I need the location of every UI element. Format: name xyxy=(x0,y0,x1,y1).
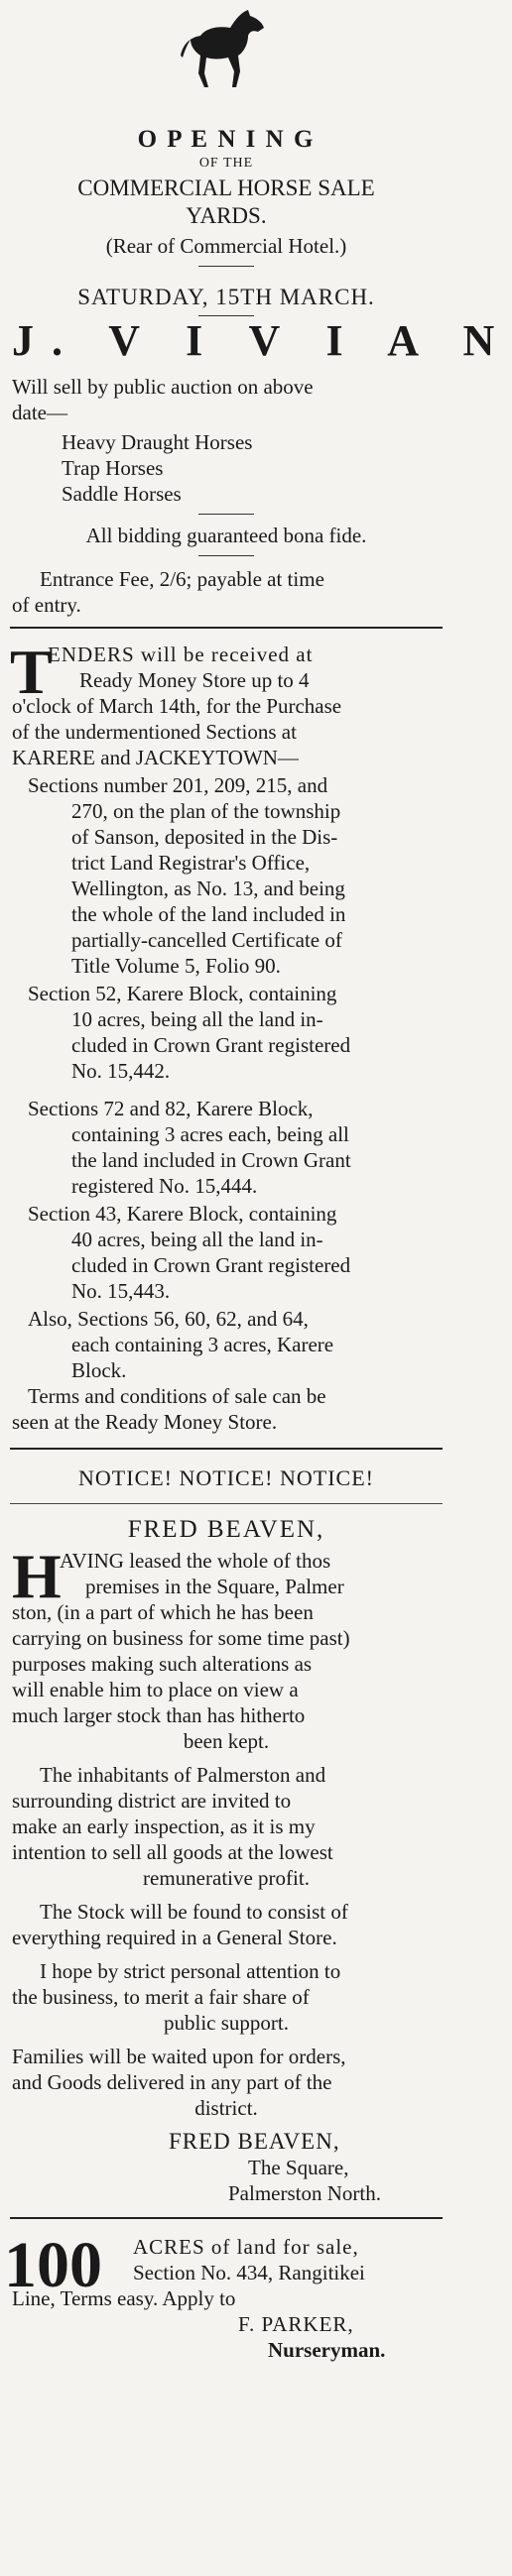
title-line-2: YARDS. xyxy=(186,203,267,228)
tender-line: Section 52, Karere Block, containing xyxy=(28,982,337,1005)
notice-line: will enable him to place on view a xyxy=(12,1678,299,1701)
notice-line: remunerative profit. xyxy=(143,1866,310,1890)
notice-line: I hope by strict personal attention to xyxy=(40,1959,341,1983)
tender-line: Wellington, as No. 13, and being xyxy=(71,877,345,900)
signature: FRED BEAVEN, xyxy=(169,2129,340,2154)
divider xyxy=(198,266,254,267)
signature-address: Palmerston North. xyxy=(228,2181,381,2205)
notice-line: everything required in a General Store. xyxy=(12,1926,337,1949)
sale-date: SATURDAY, 15TH MARCH. xyxy=(77,285,375,309)
notice-line: make an early inspection, as it is my xyxy=(12,1815,316,1838)
column-rule xyxy=(10,627,443,629)
drop-cap: H xyxy=(12,1541,62,1611)
tender-line: No. 15,443. xyxy=(71,1279,171,1303)
tender-line: o'clock of March 14th, for the Purchase xyxy=(12,694,342,718)
acres-number: 100 xyxy=(4,2229,102,2301)
notice-line: intention to sell all goods at the lowest xyxy=(12,1840,333,1864)
divider xyxy=(198,555,254,556)
signature-address: The Square, xyxy=(248,2156,349,2179)
tender-line: 270, on the plan of the township xyxy=(71,799,341,823)
tender-line: the land included in Crown Grant xyxy=(71,1148,351,1172)
tender-line: Also, Sections 56, 60, 62, and 64, xyxy=(28,1307,309,1331)
tender-line: ENDERS will be received at xyxy=(48,643,314,666)
land-line: Section No. 434, Rangitikei xyxy=(133,2261,365,2284)
tender-line: Sections number 201, 209, 215, and xyxy=(28,773,328,797)
land-line: F. PARKER, xyxy=(238,2312,354,2336)
tender-line: cluded in Crown Grant registered xyxy=(71,1253,351,1277)
tender-line: No. 15,442. xyxy=(71,1059,171,1083)
opening-heading: O P E N I N G xyxy=(137,126,316,153)
notice-line: purposes making such alterations as xyxy=(12,1652,313,1676)
notice-heading: NOTICE! NOTICE! NOTICE! xyxy=(78,1465,374,1490)
body-line: date— xyxy=(12,401,67,424)
merchant-name: FRED BEAVEN, xyxy=(127,1516,325,1543)
tender-line: 40 acres, being all the land in- xyxy=(71,1228,323,1251)
tender-line: registered No. 15,444. xyxy=(71,1174,258,1198)
tender-line: Terms and conditions of sale can be xyxy=(28,1384,326,1408)
fee-line: Entrance Fee, 2/6; payable at time xyxy=(40,567,324,591)
tender-line: trict Land Registrar's Office, xyxy=(71,851,311,875)
tender-line: 10 acres, being all the land in- xyxy=(71,1007,323,1031)
notice-line: surrounding district are invited to xyxy=(12,1789,292,1813)
tender-line: of the undermentioned Sections at xyxy=(12,720,297,744)
notice-line: The Stock will be found to consist of xyxy=(40,1900,348,1924)
tender-line: seen at the Ready Money Store. xyxy=(12,1410,278,1434)
bidding-note: All bidding guaranteed bona fide. xyxy=(85,524,367,547)
tender-line: Sections 72 and 82, Karere Block, xyxy=(28,1097,314,1120)
land-line: ACRES of land for sale, xyxy=(133,2235,359,2259)
tender-line: of Sanson, deposited in the Dis- xyxy=(71,825,338,849)
notice-line: much larger stock than has hitherto xyxy=(12,1703,306,1727)
notice-rule xyxy=(10,1503,443,1504)
tender-line: cluded in Crown Grant registered xyxy=(71,1033,351,1057)
notice-line: carrying on business for some time past) xyxy=(12,1626,350,1650)
divider xyxy=(198,514,254,515)
notice-line: The inhabitants of Palmerston and xyxy=(40,1763,326,1787)
tender-line: partially-cancelled Certificate of xyxy=(71,928,342,952)
notice-line: AVING leased the whole of thos xyxy=(60,1549,331,1573)
auctioneer-name: J. V I V I A N xyxy=(12,316,512,365)
column-rule xyxy=(10,1448,443,1450)
notice-line: premises in the Square, Palmer xyxy=(85,1575,344,1598)
horse-icon xyxy=(179,6,274,91)
subtitle: (Rear of Commercial Hotel.) xyxy=(105,234,347,258)
tender-line: Section 43, Karere Block, containing xyxy=(28,1202,337,1226)
tender-line: KARERE and JACKEYTOWN— xyxy=(12,746,299,769)
body-line: Will sell by public auction on above xyxy=(12,375,314,399)
land-line: Nurseryman. xyxy=(268,2338,386,2362)
fee-line: of entry. xyxy=(12,593,81,617)
sale-item: Heavy Draught Horses xyxy=(62,430,253,454)
land-line: Line, Terms easy. Apply to xyxy=(12,2286,236,2310)
tender-line: containing 3 acres each, being all xyxy=(71,1122,349,1146)
notice-line: public support. xyxy=(164,2011,289,2035)
notice-line: and Goods delivered in any part of the xyxy=(12,2070,332,2094)
tender-line: Title Volume 5, Folio 90. xyxy=(71,954,281,978)
notice-line: the business, to merit a fair share of xyxy=(12,1985,310,2009)
sale-item: Saddle Horses xyxy=(62,482,182,506)
tender-line: the whole of the land included in xyxy=(71,902,346,926)
column-rule xyxy=(10,2217,443,2219)
notice-line: Families will be waited upon for orders, xyxy=(12,2045,346,2068)
notice-line: district. xyxy=(194,2096,258,2120)
notice-line: been kept. xyxy=(183,1729,270,1753)
title-line-1: COMMERCIAL HORSE SALE xyxy=(77,176,375,200)
notice-line: ston, (in a part of which he has been xyxy=(12,1600,314,1624)
sale-item: Trap Horses xyxy=(62,456,164,480)
tender-line: each containing 3 acres, Karere xyxy=(71,1333,334,1356)
tender-line: Block. xyxy=(71,1358,127,1382)
of-the-label: OF THE xyxy=(198,156,254,171)
drop-cap: T xyxy=(10,637,53,707)
tender-line: Ready Money Store up to 4 xyxy=(79,668,310,692)
